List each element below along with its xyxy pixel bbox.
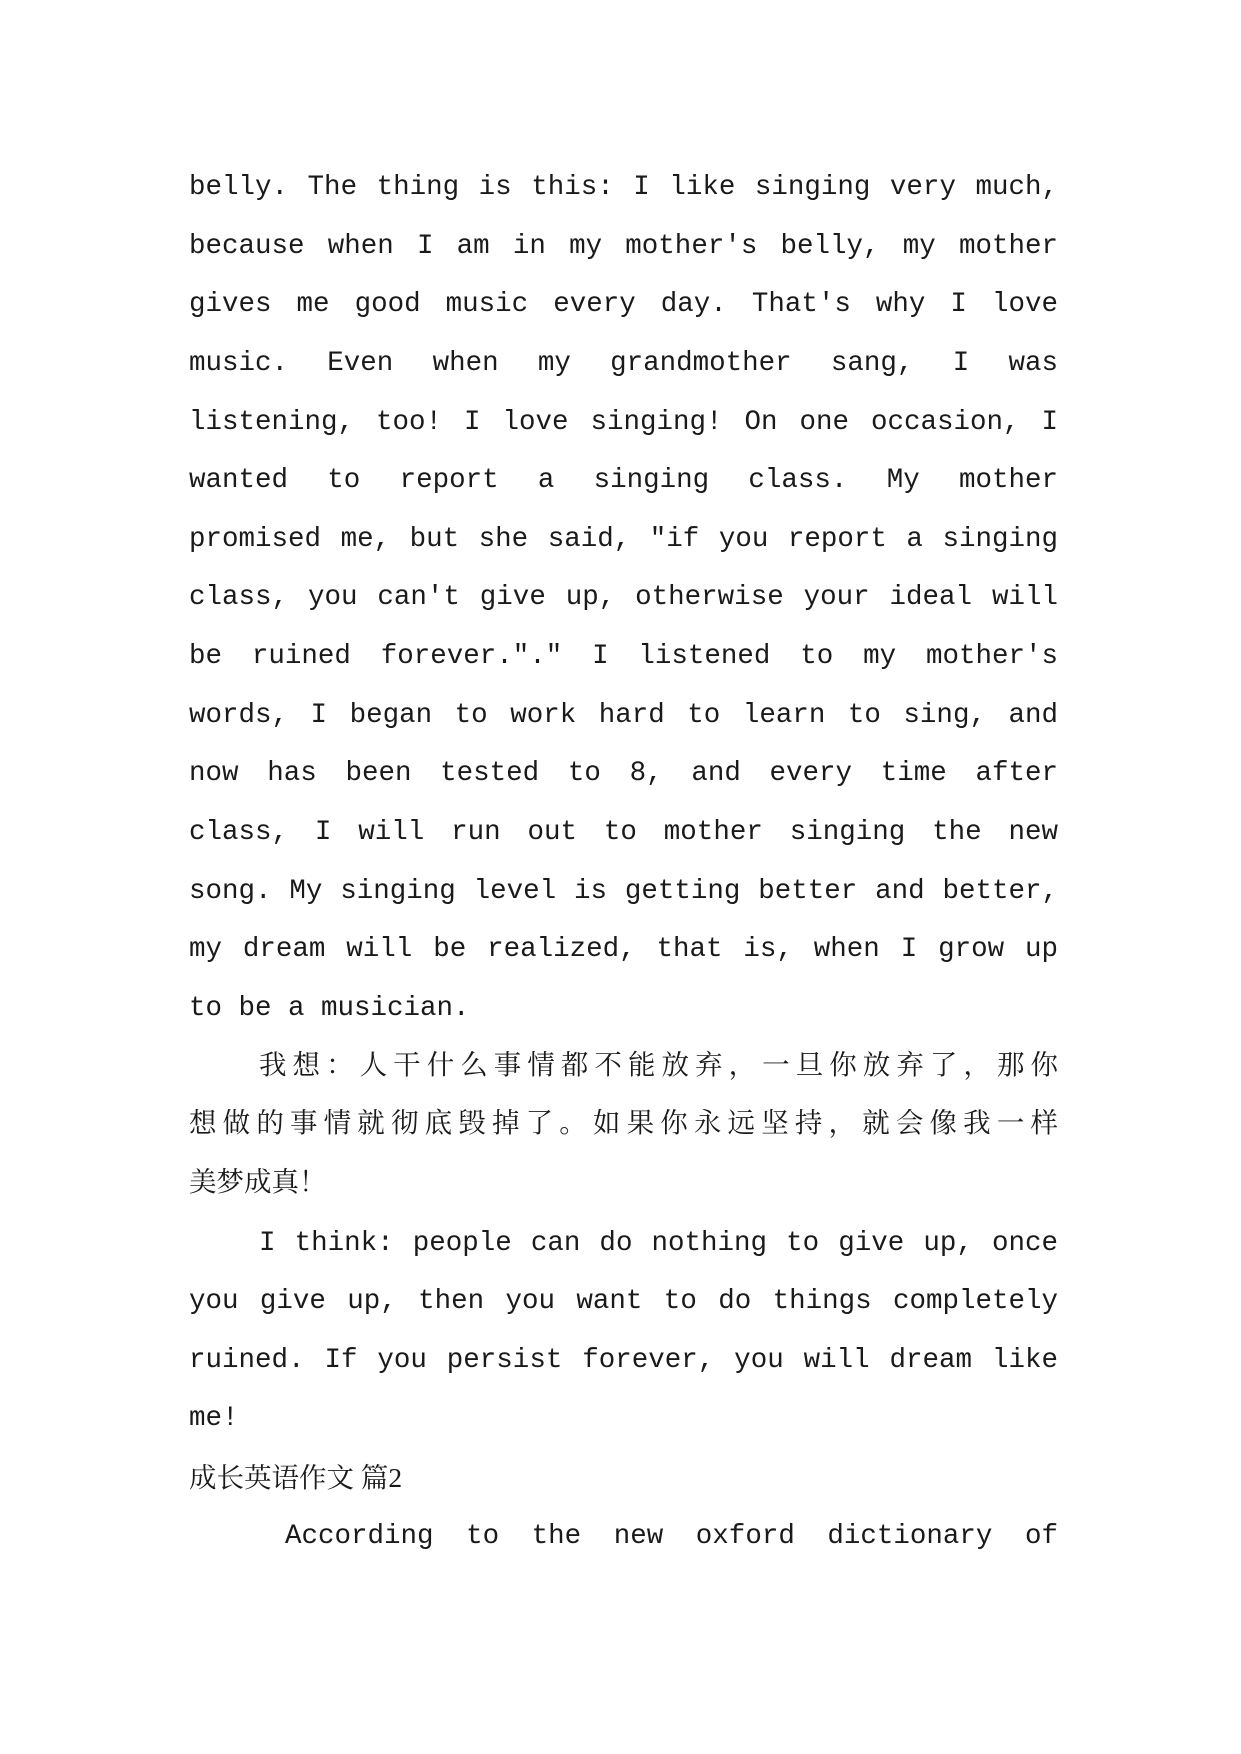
- text-line: I think: people can do nothing to give up, once: [259, 1227, 1058, 1259]
- text-line: 我想：人干什么事情都不能放弃，一旦你放弃了，那你: [259, 1051, 1058, 1083]
- paragraph: [189, 1215, 1058, 1450]
- text-line: 美梦成真！: [189, 1168, 327, 1200]
- text-line: class, I will run out to mother singing the new: [189, 817, 1058, 849]
- text-line: because when I am in my mother's belly, my mother: [189, 230, 1058, 262]
- text-line: now has been tested to 8, and every time after: [189, 758, 1058, 790]
- text-line: me!: [189, 1403, 239, 1435]
- text-line: 想做的事情就彻底毁掉了。如果你永远坚持，就会像我一样: [189, 1110, 1058, 1142]
- text-line: promised me, but she said, "if you report a singing: [189, 523, 1058, 555]
- text-line: belly. The thing is this: I like singing very much,: [189, 172, 1058, 203]
- text-line: be ruined forever."." I listened to my mother's: [189, 641, 1058, 673]
- text-line: words, I began to work hard to learn to sing, and: [189, 699, 1058, 731]
- text-line: According to the new oxford dictionary of: [285, 1520, 1058, 1552]
- text-line: to be a musician.: [189, 992, 470, 1024]
- text-line: wanted to report a singing class. My mother: [189, 465, 1058, 497]
- document-body: [189, 159, 1058, 1566]
- text-line: music. Even when my grandmother sang, I was: [189, 347, 1058, 379]
- text-line: ruined. If you persist forever, you will dream like: [189, 1344, 1058, 1376]
- text-line: gives me good music every day. That's why I love: [189, 289, 1058, 321]
- text-line: class, you can't give up, otherwise your ideal will: [189, 582, 1058, 614]
- text-line: my dream will be realized, that is, when I grow up: [189, 934, 1058, 966]
- paragraph: [189, 1508, 1058, 1567]
- text-line: you give up, then you want to do things completely: [189, 1286, 1058, 1318]
- text-line: listening, too! I love singing! On one occasion, I: [189, 406, 1058, 438]
- text-line: song. My singing level is getting better and better,: [189, 875, 1058, 907]
- section-heading: 成长英语作文 篇2: [189, 1462, 403, 1494]
- paragraph-chinese: [189, 1039, 1058, 1215]
- paragraph: [189, 159, 1058, 1039]
